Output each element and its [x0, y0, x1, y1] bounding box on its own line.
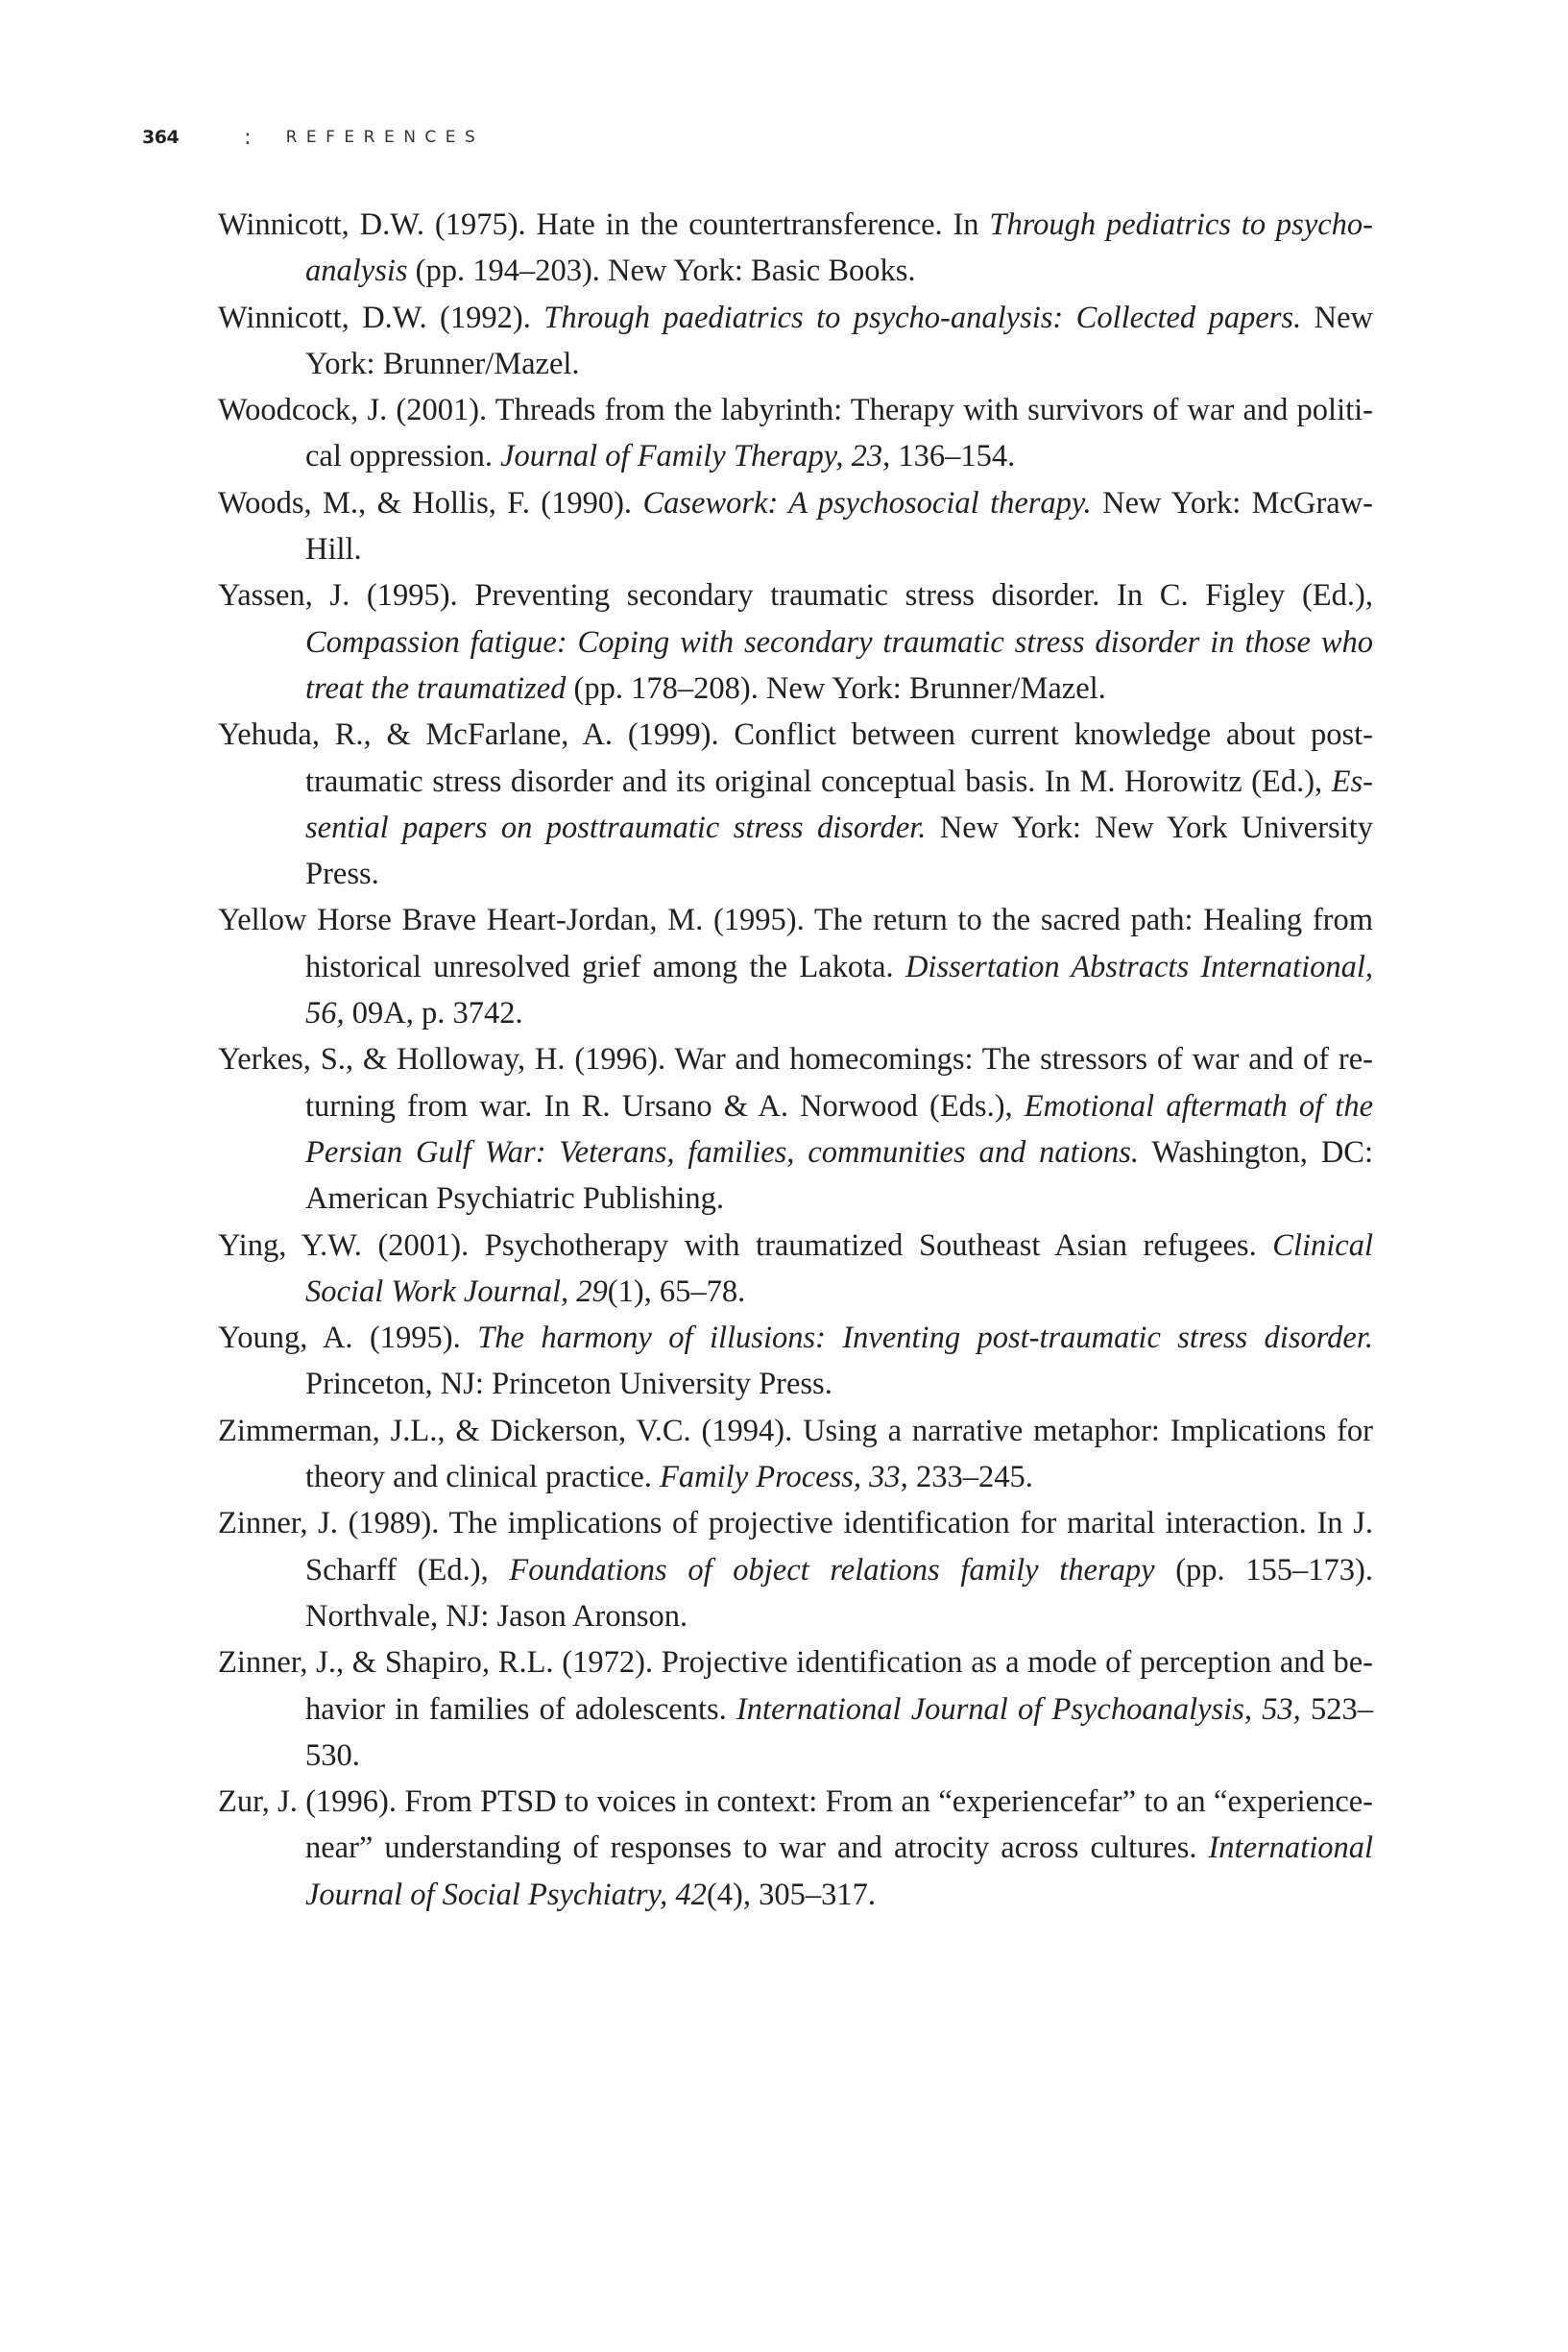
reference-text: 09A, p. 3742. [344, 996, 523, 1031]
reference-italic-title: Through paediatrics to psycho-analysis: Collected papers. [543, 300, 1302, 335]
reference-entry [218, 897, 1373, 1036]
reference-text: Zinner, J., & Shapiro, R.L. (1972). Projective identification as a mode of perception and behavior in families of adolescents. [218, 1645, 1373, 1727]
reference-list [218, 202, 1373, 1918]
reference-text: (4), 305–317. [706, 1877, 876, 1912]
reference-text: Yerkes, S., & Holloway, H. (1996). War and homecomings: The stressors of war and of returning from war. In R. Ursano & A. Norwood (Eds.), [218, 1042, 1373, 1124]
reference-text: Winnicott, D.W. (1975). Hate in the countertransference. In [218, 207, 990, 242]
reference-entry [218, 387, 1373, 480]
reference-italic-title: Essential papers on posttraumatic stress disorder. [305, 764, 1373, 845]
reference-entry [218, 202, 1373, 295]
reference-entry [218, 480, 1373, 573]
reference-text: Yellow Horse Brave Heart-Jordan, M. (1995). The return to the sacred path: Healing from historical unresolved grief among the Lakota. [218, 903, 1373, 984]
reference-italic-title: International Journal of Psychoanalysis, 53, [736, 1691, 1301, 1727]
reference-italic-title: Through pediatrics to psycho-analysis [305, 207, 1373, 289]
reference-text: Zinner, J. (1989). The implications of projective identification for marital interaction. In J. Scharff (Ed.), [218, 1506, 1373, 1588]
reference-text: Zur, J. (1996). From PTSD to voices in context: From an “experiencefar” to an “experiencenear” understanding of responses to war and atrocity across cultures. [218, 1784, 1373, 1866]
reference-italic-title: Family Process, 33, [660, 1460, 908, 1495]
reference-text: Washington, DC: American Psychiatric Publishing. [305, 1134, 1374, 1217]
reference-text: New York: McGraw-Hill. [305, 485, 1373, 568]
reference-italic-title: Foundations of object relations family therapy [509, 1552, 1155, 1588]
reference-text: Ying, Y.W. (2001). Psychotherapy with traumatized Southeast Asian refugees. [218, 1227, 1273, 1263]
reference-text: Yehuda, R., & McFarlane, A. (1999). Conflict between current knowledge about posttraumatic stress disorder and its original conceptual basis. In M. Horowitz (Ed.), [218, 717, 1373, 799]
reference-italic-title: Dissertation Abstracts International, 56, [305, 949, 1374, 1031]
reference-entry [218, 1639, 1373, 1779]
reference-entry [218, 1779, 1373, 1918]
reference-entry [218, 1036, 1373, 1222]
reference-italic-title: Journal of Family Therapy, 23, [500, 439, 891, 474]
reference-entry [218, 572, 1373, 712]
reference-italic-title: Emotional aftermath of the Persian Gulf War: Veterans, families, communities and nations. [305, 1088, 1373, 1170]
reference-text: Young, A. (1995). [218, 1321, 478, 1356]
reference-entry [218, 1223, 1373, 1316]
reference-text: 233–245. [907, 1460, 1033, 1495]
reference-italic-title: Compassion fatigue: Coping with secondary traumatic stress disorder in those who treat the traumatized [305, 624, 1373, 706]
running-head [142, 123, 484, 152]
reference-text: (pp. 178–208). New York: Brunner/Mazel. [566, 670, 1106, 706]
reference-text: Yassen, J. (1995). Preventing secondary traumatic stress disorder. In C. Figley (Ed.), [218, 578, 1373, 614]
reference-entry [218, 712, 1373, 897]
section-title: REFERENCES [285, 128, 485, 147]
reference-italic-title: Clinical Social Work Journal, 29 [305, 1227, 1373, 1309]
reference-text: (pp. 194–203). New York: Basic Books. [407, 254, 916, 289]
reference-text: Zimmerman, J.L., & Dickerson, V.C. (1994). Using a narrative metaphor: Implications for theory and clinical practice. [218, 1413, 1373, 1495]
reference-text: 136–154. [890, 439, 1016, 474]
reference-text: (1), 65–78. [607, 1273, 746, 1309]
reference-text: New York: New York University Press. [305, 810, 1374, 892]
reference-entry [218, 295, 1373, 388]
reference-text: 523–530. [305, 1691, 1374, 1773]
reference-entry [218, 1500, 1373, 1639]
reference-text: Winnicott, D.W. (1992). [218, 300, 544, 335]
reference-text: (pp. 155–173). Northvale, NJ: Jason Aronson. [305, 1552, 1373, 1634]
page-number: 364 [142, 127, 180, 148]
reference-italic-title: International Journal of Social Psychiatry, 42 [305, 1831, 1373, 1912]
reference-entry [218, 1408, 1373, 1501]
reference-italic-title: Casework: A psychosocial therapy. [642, 485, 1092, 521]
reference-text: New York: Brunner/Mazel. [305, 300, 1373, 381]
reference-text: Woods, M., & Hollis, F. (1990). [218, 485, 643, 521]
reference-text: Woodcock, J. (2001). Threads from the labyrinth: Therapy with survivors of war and political oppression. [218, 393, 1373, 474]
reference-entry [218, 1315, 1373, 1408]
header-separator: : [244, 125, 252, 150]
reference-italic-title: The harmony of illusions: Inventing post-traumatic stress disorder. [477, 1321, 1373, 1356]
reference-text: Princeton, NJ: Princeton University Press. [305, 1367, 832, 1402]
